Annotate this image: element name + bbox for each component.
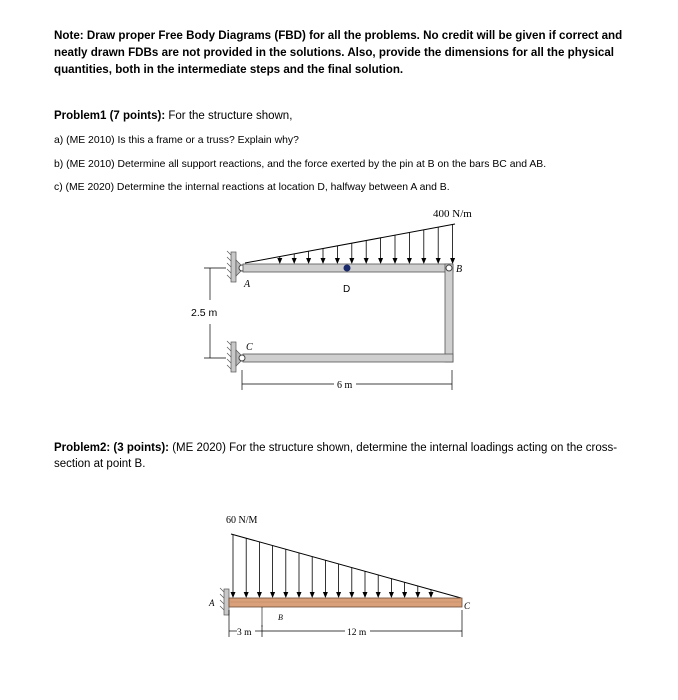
load-arrow-head	[277, 258, 282, 264]
label-b-2: B	[278, 613, 283, 622]
instructions-note: Note: Draw proper Free Body Diagrams (FBD) for all the problems. No credit will be given if correct and neatly drawn FDBs are not provided in the solutions. Also, provide the dimensions for all the physical quantities, both in the intermediate steps and the final solution.	[54, 29, 623, 76]
cantilever-beam	[229, 598, 462, 607]
load-arrow-head	[283, 592, 288, 598]
load-top-line-2	[231, 534, 461, 598]
problem1-item-c: c) (ME 2020) Determine the internal reactions at location D, halfway between A and B.	[54, 182, 450, 193]
load-arrow-head	[270, 592, 275, 598]
label-c: C	[246, 342, 253, 353]
dimension-label-12m: 12 m	[347, 628, 367, 638]
load-arrow-head	[389, 592, 394, 598]
problem2-title: Problem2: (3 points):	[54, 442, 170, 454]
problem1-intro: For the structure shown,	[168, 110, 293, 122]
label-a: A	[244, 279, 251, 290]
load-arrow-head	[244, 592, 249, 598]
load-arrow-head	[349, 592, 354, 598]
load-arrow-head	[450, 258, 455, 264]
load-arrow-head	[407, 258, 412, 264]
label-b: B	[456, 264, 463, 275]
dimension-lines-2	[229, 610, 462, 637]
problem1-heading	[54, 110, 292, 122]
load-arrow-head	[364, 258, 369, 264]
dimension-label-3m: 3 m	[237, 628, 252, 638]
dimension-label-6m: 6 m	[337, 380, 353, 391]
problem2-figure	[0, 505, 678, 655]
load-arrow-head	[323, 592, 328, 598]
load-arrow-head	[436, 258, 441, 264]
load-arrow-head	[363, 592, 368, 598]
problem1-item-a: a) (ME 2010) Is this a frame or a truss? Explain why?	[54, 135, 299, 146]
label-c-2: C	[464, 601, 471, 611]
load-arrow-head	[402, 592, 407, 598]
load-arrow-head	[321, 258, 326, 264]
problem1-item-b: b) (ME 2010) Determine all support reactions, and the force exerted by the pin at B on the bars BC and AB.	[54, 159, 547, 170]
label-a-2: A	[209, 598, 215, 608]
member-bottom	[243, 354, 453, 362]
load-arrows	[277, 224, 455, 264]
load-label-400: 400 N/m	[433, 208, 472, 220]
point-d-marker	[344, 265, 351, 272]
pin-b	[446, 265, 452, 271]
load-arrows-2	[231, 535, 434, 598]
member-bc-vertical	[445, 264, 453, 362]
problem2-description: (ME 2020) For the structure shown, determine the internal loadings acting on the cross-section at point B.	[54, 442, 618, 470]
load-label-60: 60 N/M	[226, 515, 258, 526]
load-arrow-head	[421, 258, 426, 264]
problem1-figure	[0, 200, 678, 400]
load-arrow-head	[292, 258, 297, 264]
load-arrow-head	[306, 258, 311, 264]
load-arrow-head	[336, 592, 341, 598]
dimension-label-2-5m: 2.5 m	[191, 307, 218, 319]
load-arrow-head	[335, 258, 340, 264]
load-arrow-head	[310, 592, 315, 598]
pin-support-a	[227, 251, 245, 282]
label-d: D	[343, 284, 351, 295]
load-arrow-head	[429, 592, 434, 598]
pin-support-c	[227, 341, 245, 372]
fixed-support-a	[220, 588, 229, 615]
load-arrow-head	[231, 592, 236, 598]
problem1-title: Problem1 (7 points):	[54, 110, 166, 122]
load-arrow-head	[257, 592, 262, 598]
load-arrow-head	[349, 258, 354, 264]
load-arrow-head	[297, 592, 302, 598]
load-arrow-head	[415, 592, 420, 598]
problem2-text	[54, 440, 634, 472]
load-arrow-head	[393, 258, 398, 264]
load-arrow-head	[378, 258, 383, 264]
load-arrow-head	[376, 592, 381, 598]
